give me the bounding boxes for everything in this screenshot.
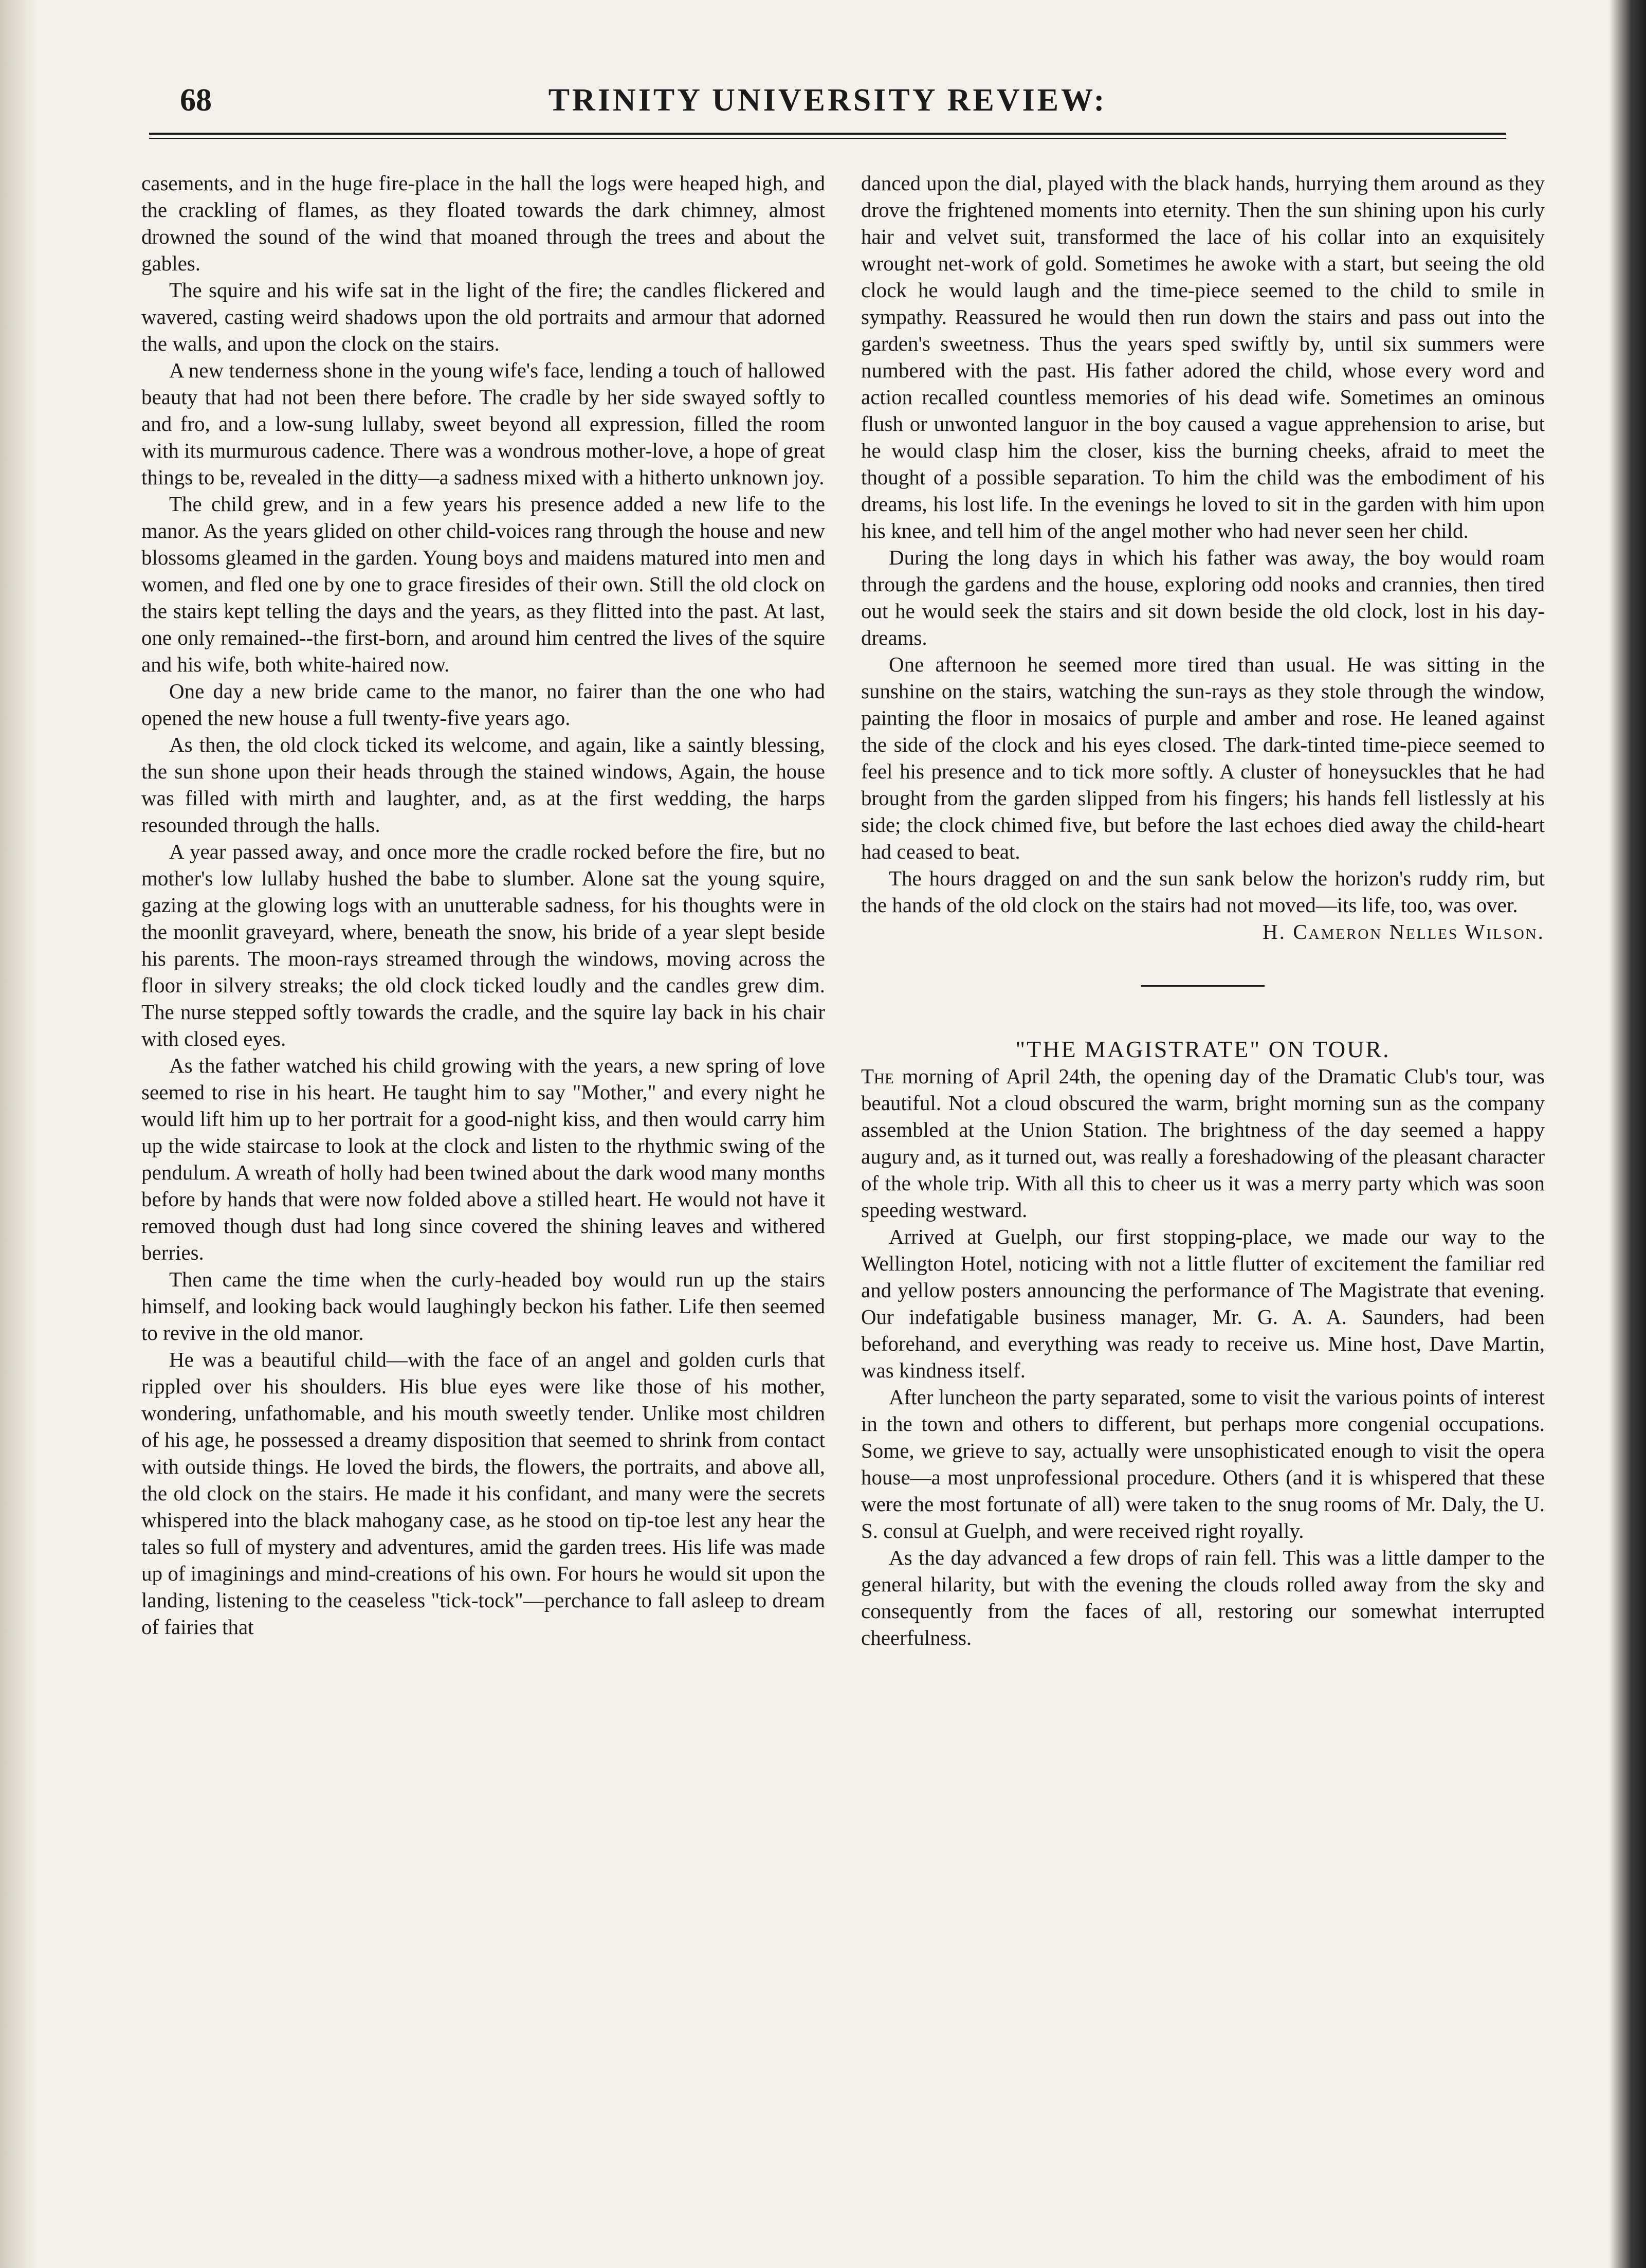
left-column: [141, 170, 825, 1640]
paragraph: The hours dragged on and the sun sank below the horizon's ruddy rim, but the hands of the old clock on the stairs had not moved—its life, too, was over.: [861, 866, 1545, 917]
article-title: "THE MAGISTRATE" ON TOUR.: [1015, 1036, 1391, 1062]
paragraph: During the long days in which his father was away, the boy would roam through the gardens and the house, exploring odd nooks and crannies, then tired out he would seek the stairs and sit down beside the old clock, lost in his day-dreams.: [861, 546, 1545, 649]
paragraph: One day a new bride came to the manor, no fairer than the one who had opened the new house a full twenty-five years ago.: [141, 679, 825, 730]
page-header: [149, 77, 1506, 134]
article-paragraph: Arrived at Guelph, our first stopping-place, we made our way to the Wellington Hotel, noticing with not a little flutter of excitement the familiar red and yellow posters announcing the performance of The Magistrate that evening. Our indefatigable business manager, Mr. G. A. A. Saunders, had been beforehand, and everything was ready to receive us. Mine host, Dave Martin, was kindness itself.: [861, 1225, 1545, 1382]
paragraph: As the father watched his child growing with the years, a new spring of love seemed to rise in his heart. He taught him to say "Mother," and every night he would lift him up to her portrait for a good-night kiss, and then would carry him up the wide staircase to look at the clock and listen to the rhythmic swing of the pendulum. A wreath of holly had been twined about the dark wood many months before by hands that were now folded above a stilled heart. He would not have it removed though dust had long since covered the shining leaves and withered berries.: [141, 1054, 825, 1264]
running-head: TRINITY UNIVERSITY REVIEW:: [548, 83, 1107, 118]
paragraph: casements, and in the huge fire-place in the hall the logs were heaped high, and the crackling of flames, as they floated towards the dark chimney, almost drowned the sound of the wind that moaned through the trees and about the gables.: [141, 171, 825, 275]
paragraph: danced upon the dial, played with the black hands, hurrying them around as they drove the frightened moments into eternity. Then the sun shining upon his curly hair and velvet suit, transformed the lace of his collar into an exquisitely wrought net-work of gold. Sometimes he awoke with a start, but seeing the old clock he would laugh and the time-piece seemed to the child to smile in sympathy. Reassured he would then run down the stairs and pass out into the garden's sweetness. Thus the years sped swiftly by, until six summers were numbered with the past. His father adored the child, whose every word and action recalled countless memories of his dead wife. Sometimes an ominous flush or unwonted languor in the boy caused a vague apprehension to arise, but he would clasp him the closer, kiss the burning cheeks, afraid to meet the thought of a possible separation. To him the child was the embodiment of his dreams, his lost life. In the evenings he loved to sit in the garden with him upon his knee, and tell him of the angel mother who had never seen her child.: [861, 171, 1545, 542]
paragraph: The child grew, and in a few years his presence added a new life to the manor. As the years glided on other child-voices rang through the house and new blossoms gleamed in the garden. Young boys and maidens matured into men and women, and fled one by one to grace firesides of their own. Still the old clock on the stairs kept telling the days and the years, as they flitted into the past. At last, one only remained--the first-born, and around him centred the lives of the squire and his wife, both white-haired now.: [141, 492, 825, 676]
author-signature: H. Cameron Nelles Wilson.: [1263, 920, 1545, 944]
article-paragraph: As the day advanced a few drops of rain fell. This was a little damper to the general hilarity, but with the evening the clouds rolled away from the sky and consequently from the faces of all, restoring our somewhat interrupted cheerfulness.: [861, 1546, 1545, 1649]
paragraph: A new tenderness shone in the young wife's face, lending a touch of hallowed beauty that had not been there before. The cradle by her side swayed softly to and fro, and a low-sung lullaby, sweet beyond all expression, filled the room with its murmurous cadence. There was a wondrous mother-love, a hope of great things to be, revealed in the ditty—a sadness mixed with a hitherto unknown joy.: [141, 358, 825, 489]
right-column: [861, 170, 1545, 1651]
opening-word: The: [861, 1064, 894, 1088]
paragraph: He was a beautiful child—with the face of an angel and golden curls that rippled over his shoulders. His blue eyes were like those of his mother, wondering, unfathomable, and his mouth sweetly tender. Unlike most children of his age, he possessed a dreamy disposition that seemed to shrink from contact with outside things. He loved the birds, the flowers, the portraits, and above all, the old clock on the stairs. He made it his confidant, and many were the secrets whispered into the black mahogany case, as he stood on tip-toe lest any hear the tales so full of mystery and adventures, amid the garden trees. His life was made up of imaginings and mind-creations of his own. For hours he would sit upon the landing, listening to the ceaseless "tick-tock"—perchance to fall asleep to dream of fairies that: [141, 1348, 825, 1639]
page-number: 68: [180, 83, 212, 118]
section-divider: [1141, 985, 1265, 987]
paragraph: As then, the old clock ticked its welcome, and again, like a saintly blessing, the sun shone upon their heads through the stained windows, Again, the house was filled with mirth and laughter, and, as at the first wedding, the harps resounded through the halls.: [141, 733, 825, 837]
paragraph: The squire and his wife sat in the light of the fire; the candles flickered and wavered, casting weird shadows upon the old portraits and armour that adorned the walls, and upon the clock on the stairs.: [141, 278, 825, 355]
article-paragraph: [861, 1063, 1545, 1223]
article-paragraph-text: morning of April 24th, the opening day of the Dramatic Club's tour, was beautiful. Not a cloud obscured the warm, bright morning sun as the company assembled at the Union Station. The brightness of the day seemed a happy augury and, as it turned out, was really a foreshadowing of the pleasant character of the whole trip. With all this to cheer us it was a merry party which was soon speeding westward.: [861, 1064, 1545, 1222]
scan-edge-right: [1609, 0, 1646, 2268]
paragraph: Then came the time when the curly-headed boy would run up the stairs himself, and looking back would laughingly beckon his father. Life then seemed to revive in the old manor.: [141, 1267, 825, 1345]
header-rule-thin: [149, 138, 1506, 139]
paragraph: A year passed away, and once more the cradle rocked before the fire, but no mother's low lullaby hushed the babe to slumber. Alone sat the young squire, gazing at the glowing logs with an unutterable sadness, for his thoughts were in the moonlit graveyard, where, beneath the snow, his bride of a year slept beside his parents. The moon-rays streamed through the windows, moving across the floor in silvery streaks; the old clock ticked loudly and the candles grew dim. The nurse stepped softly towards the cradle, and the squire lay back in his chair with closed eyes.: [141, 840, 825, 1050]
article-paragraph: After luncheon the party separated, some to visit the various points of interest in the town and others to different, but perhaps more congenial occupations. Some, we grieve to say, actually were unsophisticated enough to visit the opera house—a most unprofessional procedure. Others (and it is whispered that these were the most fortunate of all) were taken to the snug rooms of Mr. Daly, the U. S. consul at Guelph, and were received right royally.: [861, 1385, 1545, 1543]
header-rule: [149, 133, 1506, 135]
scan-edge-left: [0, 0, 37, 2268]
paragraph: One afternoon he seemed more tired than usual. He was sitting in the sunshine on the stairs, watching the sun-rays as they stole through the window, painting the floor in mosaics of purple and amber and rose. He leaned against the side of the clock and his eyes closed. The dark-tinted time-piece seemed to feel his presence and to tick more softly. A cluster of honeysuckles that he had brought from the garden slipped from his fingers; his hands fell listlessly at his side; the clock chimed five, but before the last echoes died away the child-heart had ceased to beat.: [861, 652, 1545, 863]
